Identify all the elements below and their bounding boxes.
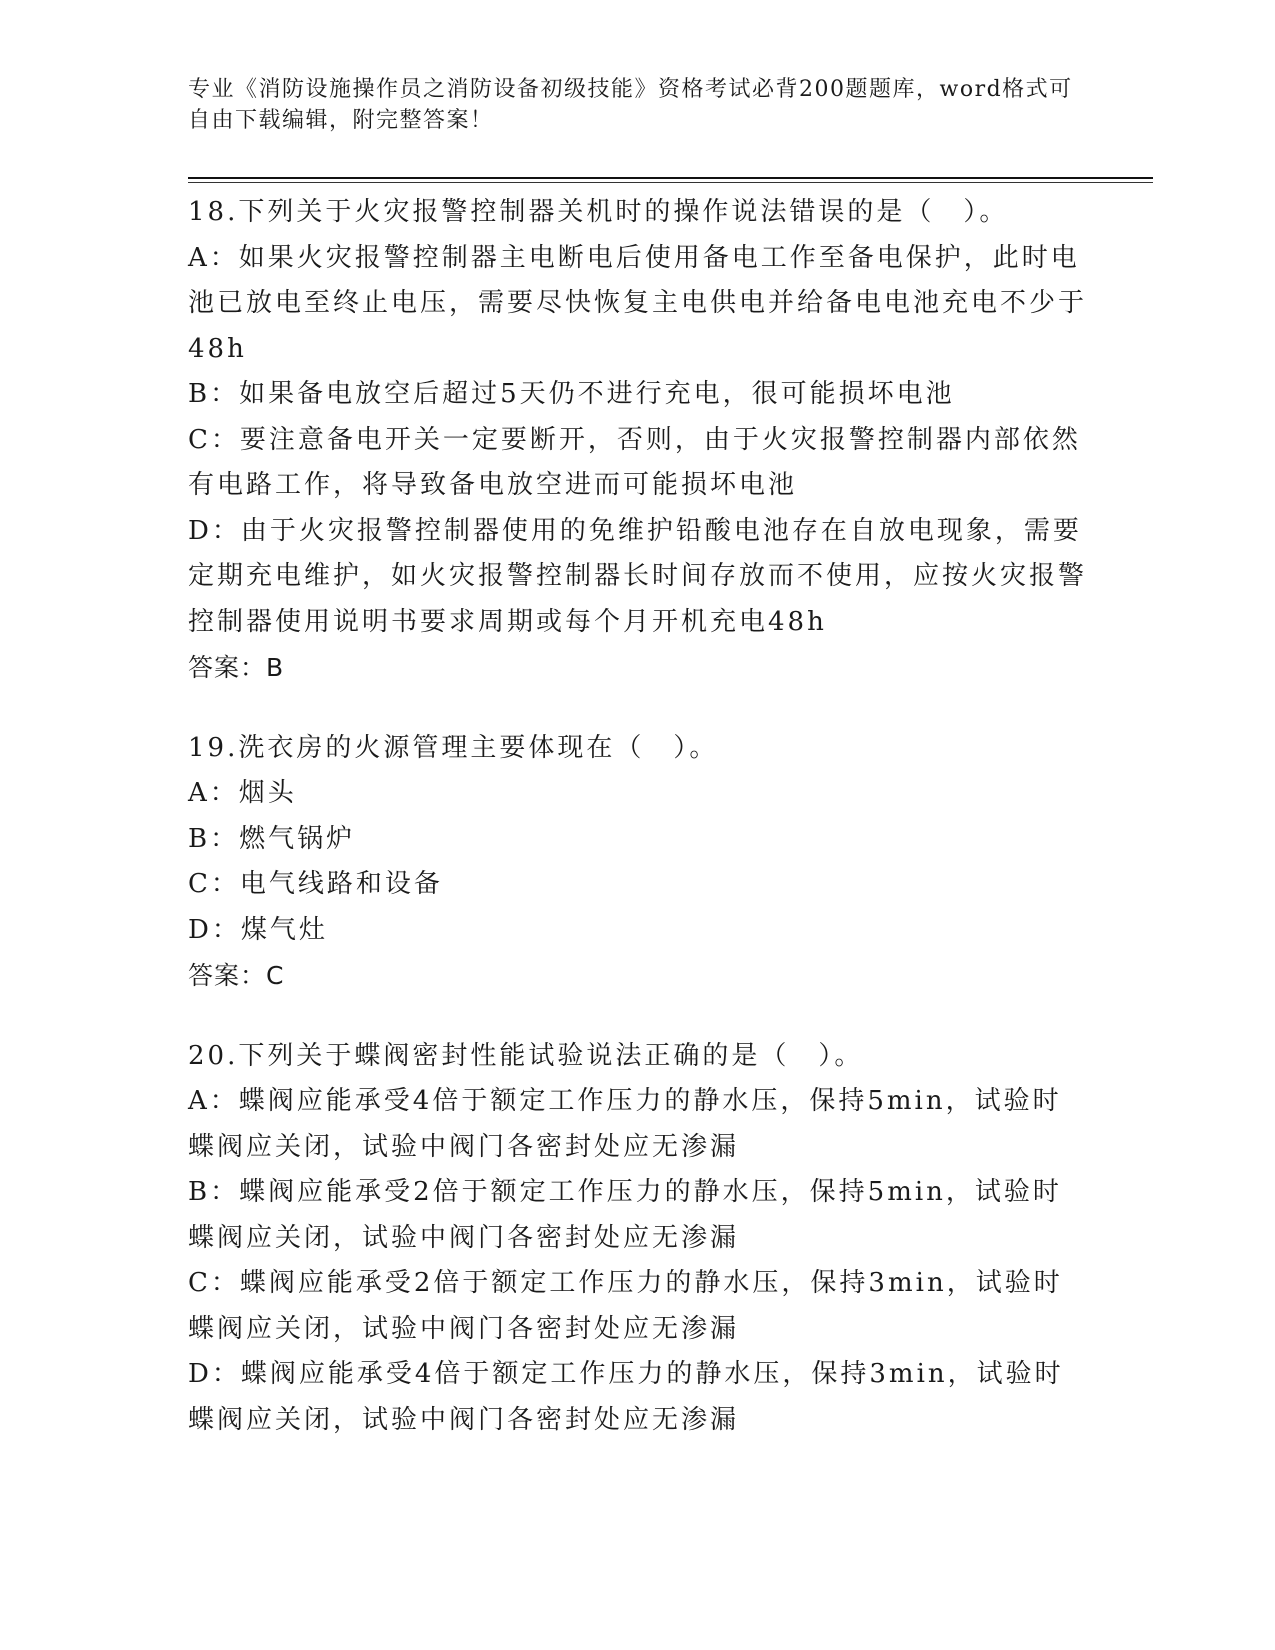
header-divider-thin bbox=[188, 182, 1153, 183]
option-b: B：燃气锅炉 bbox=[188, 823, 356, 854]
question-18 bbox=[188, 190, 1088, 691]
answer-label: 答案：B bbox=[188, 653, 285, 682]
option-a: A：如果火灾报警控制器主电断电后使用备电工作至备电保护，此时电池已放电至终止电压，需要尽快恢复主电供电并给备电电池充电不少于48h bbox=[188, 242, 1088, 364]
option-d: D：蝶阀应能承受4倍于额定工作压力的静水压，保持3min，试验时蝶阀应关闭，试验中阀门各密封处应无渗漏 bbox=[188, 1359, 1064, 1435]
header-divider-thick bbox=[188, 177, 1153, 179]
question-list bbox=[188, 190, 1088, 1478]
option-c: C：电气线路和设备 bbox=[188, 869, 443, 899]
answer-label: 答案：C bbox=[188, 961, 285, 990]
option-c: C：蝶阀应能承受2倍于额定工作压力的静水压，保持3min，试验时蝶阀应关闭，试验中阀门各密封处应无渗漏 bbox=[188, 1268, 1063, 1344]
option-b: B：蝶阀应能承受2倍于额定工作压力的静水压，保持5min，试验时蝶阀应关闭，试验中阀门各密封处应无渗漏 bbox=[188, 1177, 1062, 1253]
question-stem: 18.下列关于火灾报警控制器关机时的操作说法错误的是（ ）。 bbox=[188, 197, 1009, 227]
option-b: B：如果备电放空后超过5天仍不进行充电，很可能损坏电池 bbox=[188, 379, 955, 409]
question-20 bbox=[188, 1034, 1088, 1444]
question-stem: 20.下列关于蝶阀密封性能试验说法正确的是（ ）。 bbox=[188, 1040, 864, 1071]
question-stem: 19.洗衣房的火源管理主要体现在（ ）。 bbox=[188, 732, 719, 763]
option-d: D：由于火灾报警控制器使用的免维护铅酸电池存在自放电现象，需要定期充电维护，如火灾报警控制器长时间存放而不使用，应按火灾报警控制器使用说明书要求周期或每个月开机充电48h bbox=[188, 515, 1088, 637]
question-19 bbox=[188, 726, 1088, 999]
option-a: A：蝶阀应能承受4倍于额定工作压力的静水压，保持5min，试验时蝶阀应关闭，试验中阀门各密封处应无渗漏 bbox=[188, 1086, 1062, 1162]
document-header: 专业《消防设施操作员之消防设备初级技能》资格考试必背200题题库，word格式可自由下载编辑，附完整答案！ bbox=[188, 77, 1073, 133]
option-c: C：要注意备电开关一定要断开，否则，由于火灾报警控制器内部依然有电路工作，将导致备电放空进而可能损坏电池 bbox=[188, 424, 1081, 500]
option-a: A：烟头 bbox=[188, 778, 297, 808]
option-d: D：煤气灶 bbox=[188, 914, 328, 945]
